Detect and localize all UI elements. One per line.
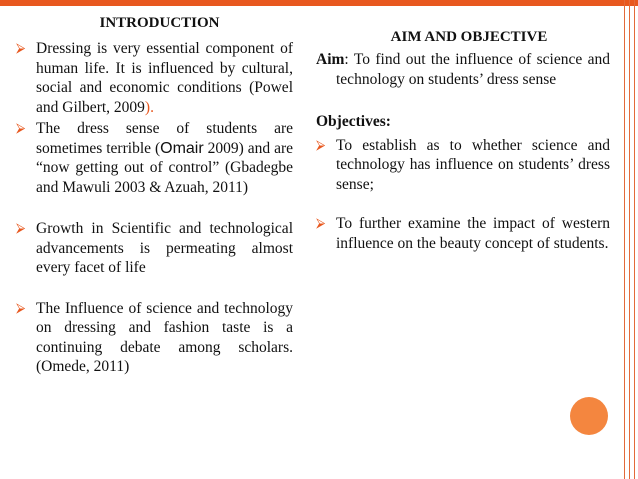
bullet-arrow-icon: ⮚ <box>16 41 26 56</box>
introduction-heading: INTRODUCTION <box>99 15 220 31</box>
bullet-arrow-icon: ⮚ <box>316 137 326 153</box>
intro-bullet <box>16 299 293 377</box>
objective-bullet <box>316 214 610 253</box>
rail-line <box>629 0 630 479</box>
intro-bullet <box>16 39 293 117</box>
intro-bullet <box>16 219 293 278</box>
rail-line <box>634 0 635 479</box>
decorative-dot <box>570 397 608 435</box>
aim-heading: AIM AND OBJECTIVE <box>390 29 548 45</box>
intro-bullet-tail: ). <box>144 98 154 116</box>
citation-name: Omair <box>160 139 204 157</box>
intro-bullet-text: The dress sense of students are sometimes terrible ( <box>36 120 293 157</box>
objective-text: To establish as to whether science and technology has influence on students’ dress sense; <box>336 136 610 193</box>
intro-bullet <box>16 119 293 197</box>
bullet-arrow-icon: ⮚ <box>16 121 26 136</box>
objective-text: To further examine the impact of western influence on the beauty concept of students. <box>336 215 610 252</box>
aim-label: Aim <box>316 51 345 68</box>
bullet-arrow-icon: ⮚ <box>316 216 326 231</box>
bullet-arrow-icon: ⮚ <box>16 300 26 316</box>
intro-bullet-text: Growth in Scientific and technological advancements is permeating almost every facet of life <box>36 220 293 276</box>
objectives-label: Objectives: <box>316 113 391 130</box>
objective-bullet <box>316 136 610 195</box>
intro-bullet-text: The Influence of science and technology on dressing and fashion taste is a continuing debate among scholars.(Omede, 2011) <box>36 299 293 375</box>
aim-text: : To find out the influence of science and technology on students’ dress sense <box>336 51 610 88</box>
aim-paragraph <box>316 50 610 89</box>
top-accent-bar <box>0 0 638 6</box>
right-rail <box>621 0 638 479</box>
rail-line <box>624 0 625 479</box>
aim-objective-column <box>316 28 610 253</box>
introduction-column <box>16 14 293 377</box>
bullet-arrow-icon: ⮚ <box>16 221 26 236</box>
intro-bullet-text: Dressing is very essential component of human life. It is influenced by cultural, social and economic conditions (Powel and Gilbert, 2009 <box>36 40 293 116</box>
intro-bullet-text: 2009) and are “now getting out of control” (Gbadegbe and Mawuli 2003 & Azuah, 2011) <box>36 139 293 196</box>
